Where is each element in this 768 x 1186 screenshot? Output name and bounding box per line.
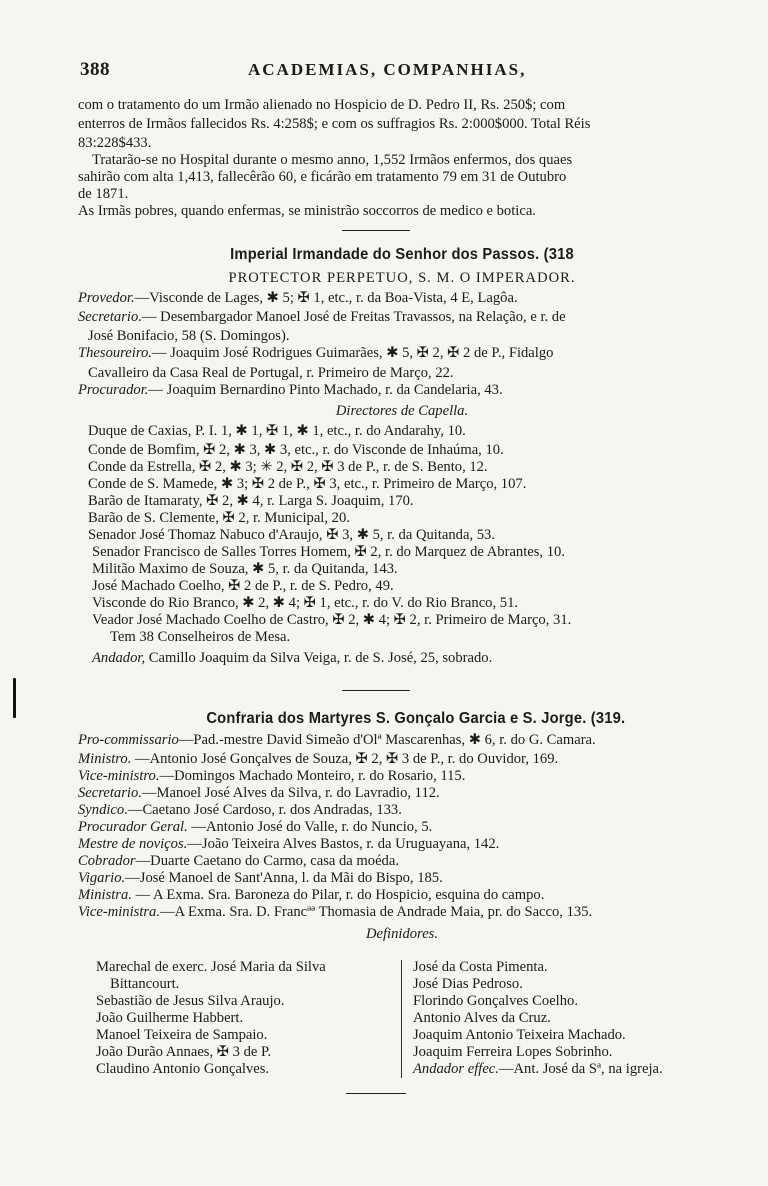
officer-text: —Antonio José Gonçalves de Souza, ✠ 2, ✠ 3 de P., r. do Ouvidor, 169. — [131, 751, 559, 768]
officer-provedor — [78, 289, 726, 308]
intro-line: 83:228$433. — [78, 135, 152, 152]
director-entry: Senador Francisco de Salles Torres Homem, ✠ 2, r. do Marquez de Abrantes, 10. — [92, 543, 565, 560]
officer-text: Camillo Joaquim da Silva Veiga, r. de S. José, 25, sobrado. — [145, 649, 493, 666]
director-entry: Militão Maximo de Souza, ✱ 5, r. da Quitanda, 143. — [92, 560, 398, 577]
role-label: Secretario. — [78, 309, 142, 326]
officer-text: —Caetano José Cardoso, r. dos Andradas, 133. — [127, 802, 402, 819]
officer-entry — [78, 886, 726, 903]
director-entry: Veador José Machado Coelho de Castro, ✠ 2, ✱ 4; ✠ 2, r. Primeiro de Março, 31. — [92, 611, 572, 628]
officer-entry — [78, 731, 726, 750]
director-entry: Tem 38 Conselheiros de Mesa. — [110, 628, 291, 645]
definidor-entry: Joaquim Ferreira Lopes Sobrinho. — [413, 1044, 613, 1060]
officer-entry — [78, 835, 726, 852]
officer-text: —Manoel José Alves da Silva, r. do Lavradio, 112. — [141, 785, 440, 802]
role-label: Vigario. — [78, 870, 126, 887]
section-title: Imperial Irmandade do Senhor dos Passos. (318 — [230, 246, 574, 263]
role-label: Thesoureiro. — [78, 345, 152, 362]
director-entry: Duque de Caxias, P. I. 1, ✱ 1, ✠ 1, ✱ 1, etc., r. do Andarahy, 10. — [88, 422, 466, 439]
role-label: Andador effec. — [413, 1061, 499, 1077]
role-label: Provedor. — [78, 290, 135, 306]
officer-text: —Ant. José da Sª, na igreja. — [498, 1061, 663, 1077]
officer-text: —José Manoel de Sant'Anna, l. da Mãi do Bispo, 185. — [125, 870, 443, 887]
officer-continuation — [78, 364, 726, 381]
role-label: Andador, — [92, 649, 146, 666]
andador-line — [78, 649, 726, 668]
role-label: Mestre de noviços. — [78, 836, 188, 853]
page-number: 388 — [80, 59, 110, 80]
officer-text: — A Exma. Sra. Baroneza do Pilar, r. do Hospicio, esquina do campo. — [131, 887, 545, 904]
officer-entry — [78, 784, 726, 801]
officer-entry — [78, 869, 726, 886]
officer-text: — Joaquim José Rodrigues Guimarães, ✱ 5, ✠ 2, ✠ 2 de P., Fidalgo — [151, 345, 554, 362]
intro-line: As Irmãs pobres, quando enfermas, se ministrão soccorros de medico e botica. — [78, 203, 536, 220]
officer-entry — [78, 852, 726, 869]
definidor-entry: Sebastião de Jesus Silva Araujo. — [96, 993, 285, 1009]
role-label: Vice-ministra. — [78, 904, 161, 921]
running-title: ACADEMIAS, COMPANHIAS, — [248, 60, 527, 79]
directors-heading: Directores de Capella. — [335, 402, 469, 419]
definidores-heading: Definidores. — [365, 926, 438, 943]
protector-line: PROTECTOR PERPETUO, S. M. O IMPERADOR. — [228, 270, 576, 286]
role-label: Cobrador — [78, 853, 136, 870]
director-entry: Visconde do Rio Branco, ✱ 2, ✱ 4; ✠ 1, etc., r. do V. do Rio Branco, 51. — [92, 594, 519, 611]
definidor-entry: Marechal de exerc. José Maria da Silva — [96, 959, 326, 975]
definidor-entry: Claudino Antonio Gonçalves. — [96, 1061, 270, 1077]
officer-thesoureiro — [78, 344, 726, 363]
role-label: Ministro. — [78, 751, 132, 768]
intro-line: com o tratamento do um Irmão alienado no Hospicio de D. Pedro II, Rs. 250$; com — [78, 97, 566, 113]
section-divider — [342, 690, 410, 691]
definidor-entry: Florindo Gonçalves Coelho. — [413, 993, 578, 1009]
director-entry: Conde de S. Mamede, ✱ 3; ✠ 2 de P., ✠ 3, etc., r. Primeiro de Março, 107. — [88, 475, 527, 492]
column-divider — [401, 960, 402, 1078]
officer-text: —Pad.-mestre David Simeão d'Olª Mascarenhas, ✱ 6, r. do G. Camara. — [178, 732, 596, 748]
role-label: Secretario. — [78, 785, 142, 802]
intro-line: sahirão com alta 1,413, fallecêrão 60, e ficárão em tratamento 79 em 31 de Outubro — [78, 169, 567, 186]
officer-text: —A Exma. Sra. D. Francªª Thomasia de Andrade Maia, pr. do Sacco, 135. — [160, 904, 593, 921]
definidor-entry: Joaquim Antonio Teixeira Machado. — [413, 1027, 626, 1043]
role-label: Vice-ministro. — [78, 768, 160, 785]
officer-entry — [78, 818, 726, 835]
definidor-entry: Bittancourt. — [110, 976, 180, 992]
role-label: Ministra. — [78, 887, 132, 904]
role-label: Pro-commissario — [78, 732, 179, 748]
officer-procurador — [78, 381, 726, 400]
officer-text: —Duarte Caetano do Carmo, casa da moéda. — [135, 853, 399, 870]
intro-line: Tratarão-se no Hospital durante o mesmo anno, 1,552 Irmãos enfermos, dos quaes — [92, 152, 573, 169]
section-title: Confraria dos Martyres S. Gonçalo Garcia e S. Jorge. (319. — [206, 710, 626, 727]
section-confraria-martyres — [78, 707, 726, 944]
end-rule — [346, 1093, 406, 1094]
officer-text: Cavalleiro da Casa Real de Portugal, r. Primeiro de Março, 22. — [88, 364, 454, 381]
definidor-entry — [413, 1060, 733, 1077]
definidores-right-column — [413, 958, 733, 1077]
definidor-entry: João Durão Annaes, ✠ 3 de P. — [96, 1044, 272, 1060]
officer-entry — [78, 767, 726, 784]
officer-text: —Visconde de Lages, ✱ 5; ✠ 1, etc., r. da Boa-Vista, 4 E, Lagôa. — [134, 290, 518, 306]
definidor-entry: João Guilherme Habbert. — [96, 1010, 244, 1026]
definidor-entry: Manoel Teixeira de Sampaio. — [96, 1027, 268, 1043]
intro-paragraph — [78, 96, 726, 219]
director-entry: Barão de Itamaraty, ✠ 2, ✱ 4, r. Larga S. Joaquim, 170. — [88, 492, 414, 509]
definidor-entry: José da Costa Pimenta. — [413, 959, 548, 975]
officer-secretario — [78, 308, 726, 327]
officer-continuation — [78, 327, 726, 344]
section-senhor-dos-passos — [78, 243, 726, 668]
intro-line: enterros de Irmãos fallecidos Rs. 4:258$; e com os suffragios Rs. 2:000$000. Total Réis — [78, 116, 591, 133]
role-label: Syndico. — [78, 802, 128, 819]
role-label: Procurador Geral. — [78, 819, 188, 836]
intro-line: de 1871. — [78, 186, 129, 203]
margin-ink-mark — [13, 678, 16, 718]
officer-entry — [78, 801, 726, 818]
director-entry: Conde de Bomfim, ✠ 2, ✱ 3, ✱ 3, etc., r. do Visconde de Inhaúma, 10. — [88, 441, 504, 458]
role-label: Procurador. — [78, 381, 149, 398]
officer-entry — [78, 750, 726, 767]
officer-entry — [78, 903, 726, 920]
director-entry: José Machado Coelho, ✠ 2 de P., r. de S. Pedro, 49. — [92, 577, 394, 594]
definidor-entry: José Dias Pedroso. — [413, 976, 523, 992]
officer-text: —João Teixeira Alves Bastos, r. da Uruguayana, 142. — [187, 836, 500, 853]
officer-text: —Domingos Machado Monteiro, r. do Rosario, 115. — [159, 768, 466, 785]
officer-text: — Joaquim Bernardino Pinto Machado, r. da Candelaria, 43. — [148, 381, 503, 398]
section-divider — [342, 230, 410, 231]
definidor-entry: Antonio Alves da Cruz. — [413, 1010, 551, 1026]
officer-text: —Antonio José do Valle, r. do Nuncio, 5. — [187, 819, 433, 836]
director-entry: Conde da Estrella, ✠ 2, ✱ 3; ✳ 2, ✠ 2, ✠ 3 de P., r. de S. Bento, 12. — [88, 458, 488, 475]
director-entry: Senador José Thomaz Nabuco d'Araujo, ✠ 3, ✱ 5, r. da Quitanda, 53. — [88, 526, 495, 543]
officer-text: José Bonifacio, 58 (S. Domingos). — [88, 328, 290, 345]
director-entry: Barão de S. Clemente, ✠ 2, r. Municipal, 20. — [88, 509, 350, 526]
officer-text: — Desembargador Manoel José de Freitas Travassos, na Relação, e r. de — [141, 309, 566, 326]
definidores-left-column — [96, 958, 396, 1077]
